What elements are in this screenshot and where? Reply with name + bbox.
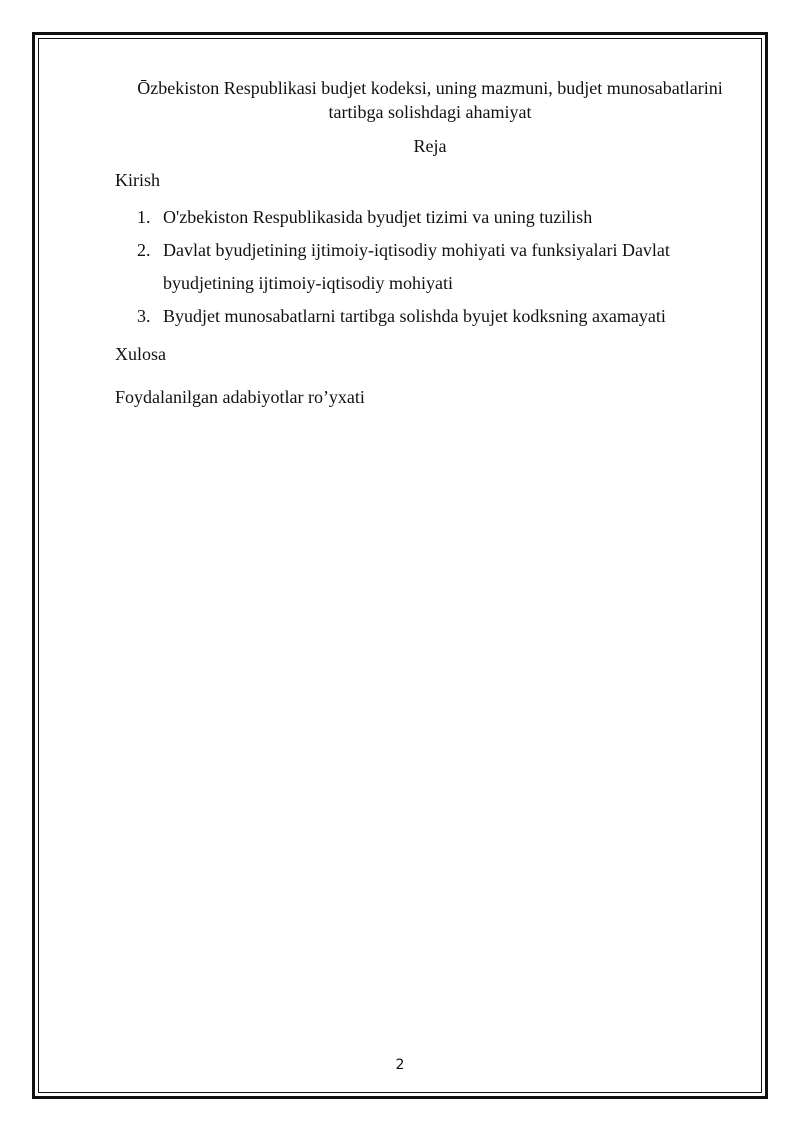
plan-item-1 (115, 201, 735, 234)
document-title: Ōzbekiston Respublikasi budjet kodeksi, uning mazmuni, budjet munosabatlarini tartibga solishdagi ahamiyat (137, 78, 723, 122)
plan-item-number: 2. (137, 240, 151, 260)
intro-heading: Kirish (115, 170, 160, 190)
plan-item-number: 1. (137, 207, 151, 227)
plan-item-text: O'zbekiston Respublikasida byudjet tizimi va uning tuzilish (163, 207, 593, 227)
conclusion-heading: Xulosa (115, 344, 166, 364)
plan-item-text: Davlat byudjetining ijtimoiy-iqtisodiy mohiyati va funksiyalari Davlat byudjetining ijtimoiy-iqtisodiy mohiyati (163, 240, 670, 293)
page-number: 2 (395, 1057, 405, 1073)
plan-heading: Reja (413, 136, 447, 156)
plan-item-number: 3. (137, 306, 151, 326)
plan-item-2 (115, 234, 735, 300)
plan-item-text: Byudjet munosabatlarni tartibga solishda byujet kodksning axamayati (163, 306, 666, 326)
plan-list (115, 201, 735, 333)
plan-item-3 (115, 300, 735, 333)
references-heading: Foydalanilgan adabiyotlar ro’yxati (115, 387, 365, 407)
